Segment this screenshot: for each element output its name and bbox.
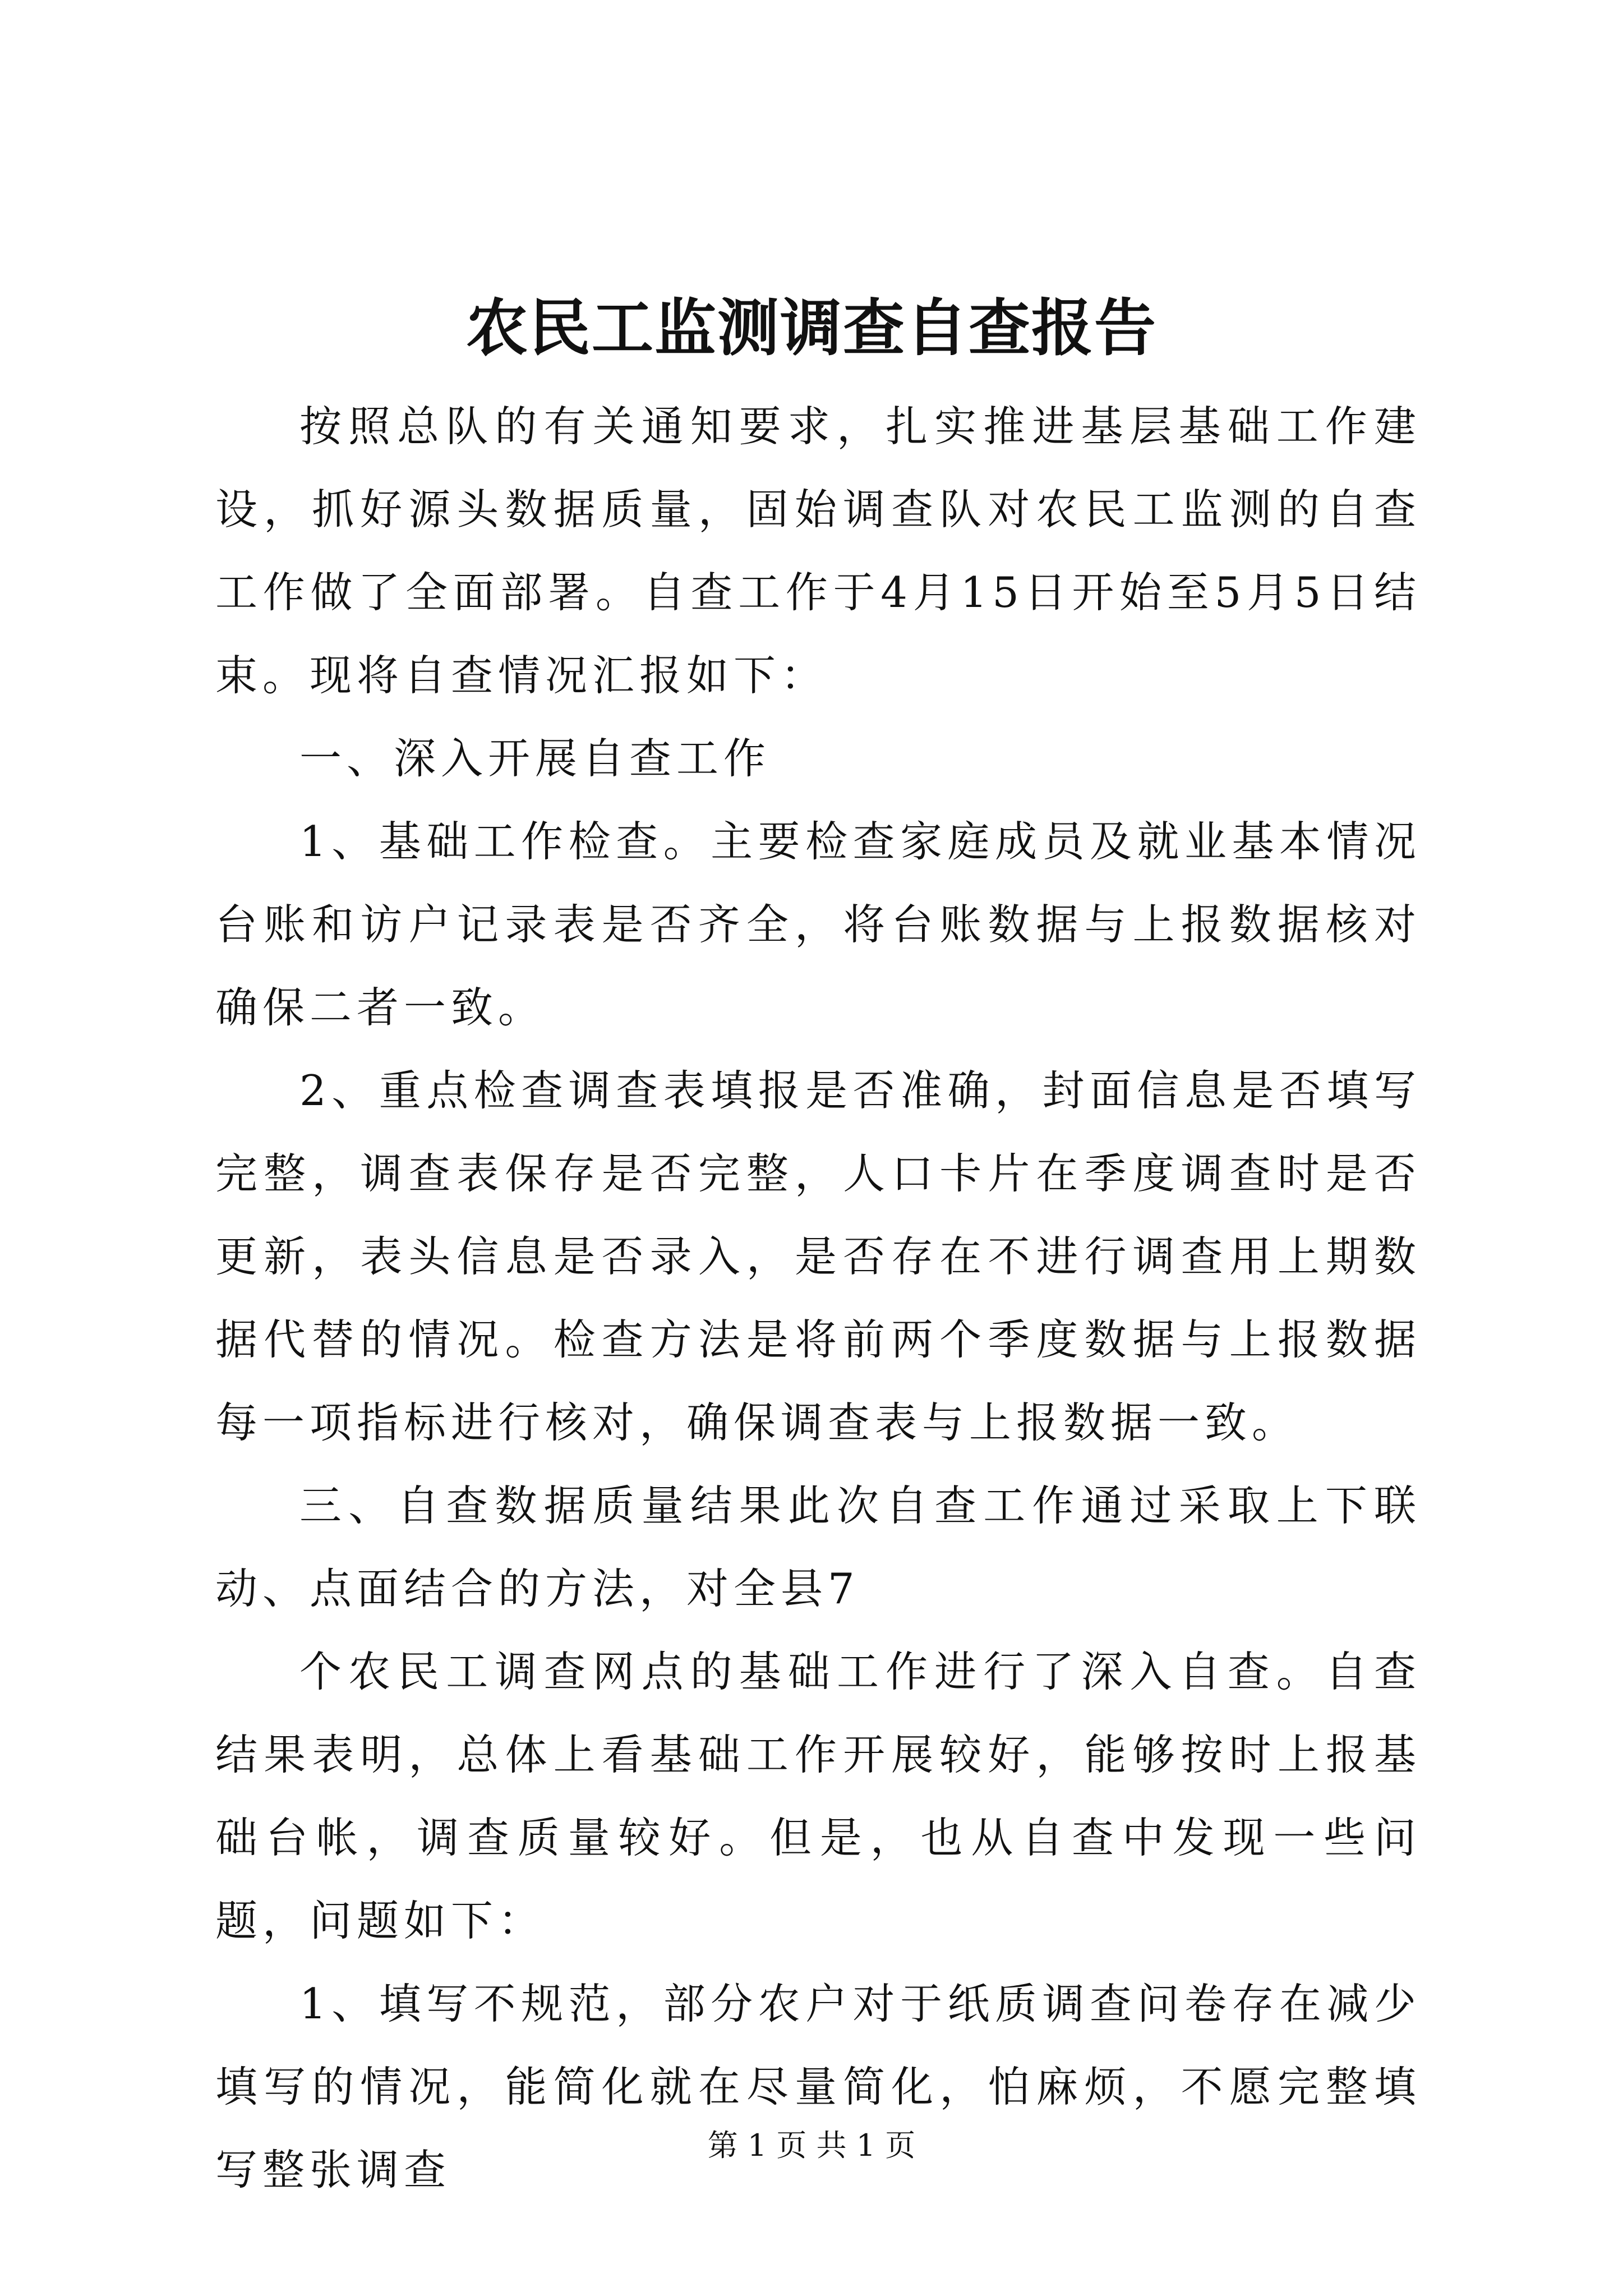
- paragraph-problem-1: 1、填写不规范，部分农户对于纸质调查问卷存在减少填写的情况，能简化就在尽量简化，怕麻烦，不愿完整填写整张调查: [215, 1979, 1421, 2194]
- paragraph-results: 个农民工调查网点的基础工作进行了深入自查。自查结果表明，总体上看基础工作开展较好，能够按时上报基础台帐，调查质量较好。但是，也从自查中发现一些问题，问题如下：: [215, 1647, 1421, 1945]
- document-body: [215, 385, 1421, 2211]
- page-number-footer: 第 1 页 共 1 页: [707, 2128, 916, 2163]
- paragraph-section-3-heading: 三、自查数据质量结果此次自查工作通过采取上下联动、点面结合的方法，对全县7: [215, 1481, 1421, 1613]
- paragraph-intro: 按照总队的有关通知要求，扎实推进基层基础工作建设，抓好源头数据质量，固始调查队对农民工监测的自查工作做了全面部署。自查工作于4月15日开始至5月5日结束。现将自查情况汇报如下：: [215, 402, 1421, 700]
- paragraph-item-2: 2、重点检查调查表填报是否准确，封面信息是否填写完整，调查表保存是否完整，人口卡片在季度调查时是否更新，表头信息是否录入，是否存在不进行调查用上期数据代替的情况。检查方法是将前两个季度数据与上报数据每一项指标进行核对，确保调查表与上报数据一致。: [215, 1066, 1421, 1447]
- paragraph-item-1: 1、基础工作检查。主要检查家庭成员及就业基本情况台账和访户记录表是否齐全，将台账数据与上报数据核对确保二者一致。: [215, 817, 1421, 1032]
- paragraph-section-1-heading: 一、深入开展自查工作: [299, 734, 771, 783]
- document-title: 农民工监测调查自查报告: [466, 292, 1157, 364]
